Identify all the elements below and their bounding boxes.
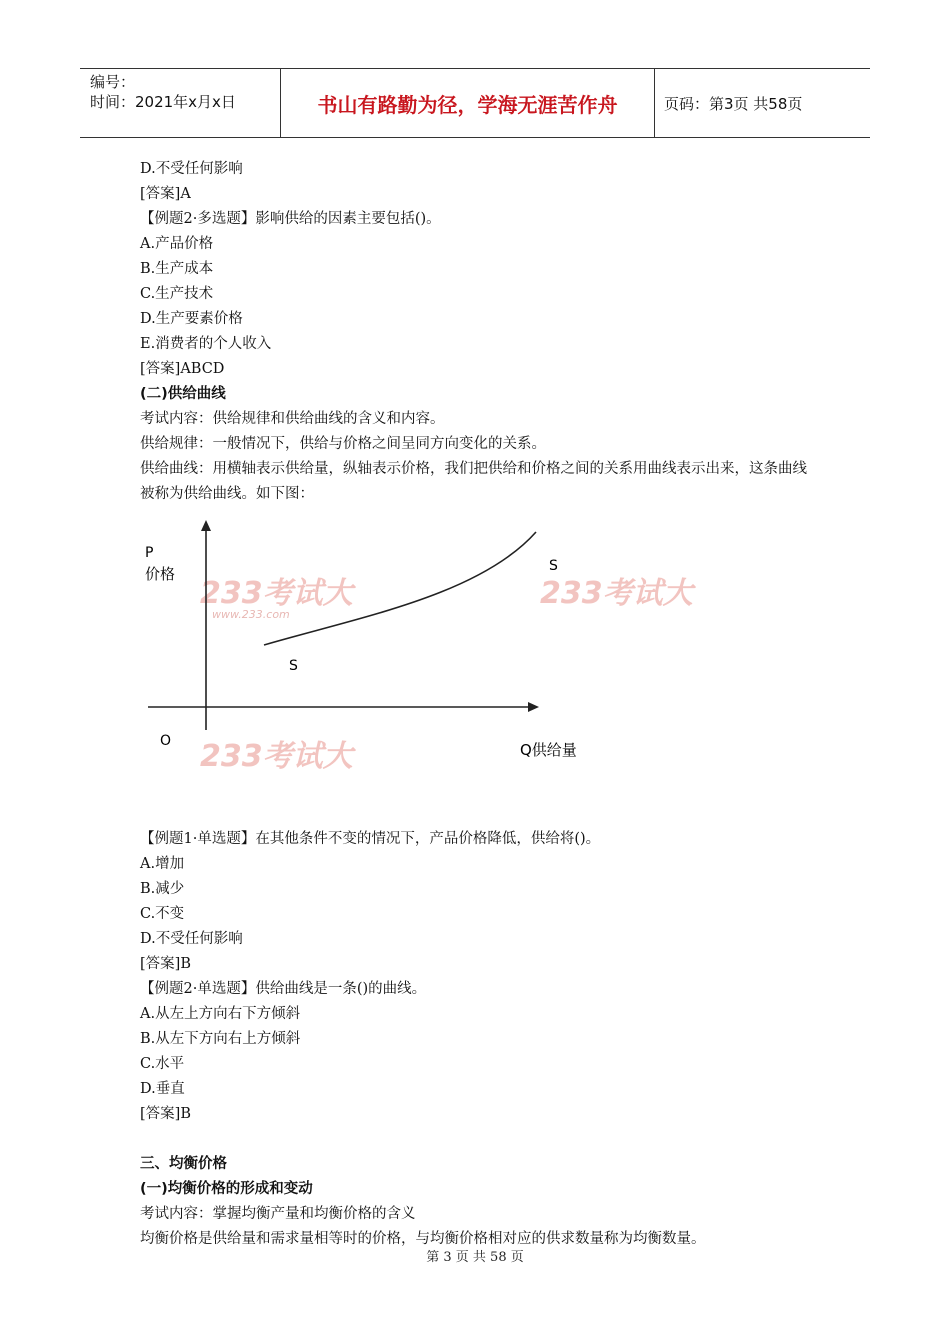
origin-label: O <box>160 733 172 749</box>
text-line: D.不受任何影响 <box>140 161 243 177</box>
text-line: 供给规律：一般情况下，供给与价格之间呈同方向变化的关系。 <box>140 436 546 452</box>
top-text-block <box>140 157 820 457</box>
text-line: [答案]B <box>140 956 191 972</box>
text-line: B.从左下方向右上方倾斜 <box>140 1031 301 1047</box>
header-motto-cell <box>280 69 655 137</box>
curve-label-start: S <box>289 658 298 674</box>
header-motto: 书山有路勤为径，学海无涯苦作舟 <box>317 93 618 117</box>
text-line: D.生产要素价格 <box>140 311 243 327</box>
text-line: A.增加 <box>140 856 185 872</box>
text-line: C.生产技术 <box>140 286 214 302</box>
page-footer: 第 3 页 共 58 页 <box>426 1250 524 1265</box>
document-body <box>140 157 820 1252</box>
section-heading: (二)供给曲线 <box>140 386 226 402</box>
watermark-text: 233考试大 <box>200 576 353 611</box>
watermark-text-lower: 233考试大 <box>200 739 353 774</box>
watermark-url: www.233.com <box>212 608 290 621</box>
text-line: A.产品价格 <box>140 236 214 252</box>
header-page-cell <box>654 69 870 137</box>
bottom-text-block <box>140 827 820 1252</box>
curve-label-end: S <box>549 558 558 574</box>
text-line: C.不变 <box>140 906 185 922</box>
page-header <box>80 68 870 138</box>
text-line: 考试内容：供给规律和供给曲线的含义和内容。 <box>140 411 445 427</box>
section-heading: 三、均衡价格 <box>140 1156 227 1172</box>
x-axis-label: Q供给量 <box>520 741 577 759</box>
y-axis-arrow <box>201 520 211 531</box>
y-axis-letter: P <box>145 545 154 561</box>
text-line: C.水平 <box>140 1056 185 1072</box>
y-axis-label: 价格 <box>145 565 176 583</box>
supply-curve-paragraph: 供给曲线：用横轴表示供给量，纵轴表示价格，我们把供给和价格之间的关系用曲线表示出来，这条曲线被称为供给曲线。如下图： <box>140 461 807 502</box>
text-line: 【例题2·多选题】影响供给的因素主要包括()。 <box>140 211 441 227</box>
text-line: B.生产成本 <box>140 261 214 277</box>
text-line: A.从左上方向右下方倾斜 <box>140 1006 301 1022</box>
number-label: 编号： <box>90 73 136 91</box>
text-line: 考试内容：掌握均衡产量和均衡价格的含义 <box>140 1206 416 1222</box>
text-line: E.消费者的个人收入 <box>140 336 272 352</box>
text-line: 【例题1·单选题】在其他条件不变的情况下，产品价格降低，供给将()。 <box>140 831 601 847</box>
text-line: B.减少 <box>140 881 185 897</box>
watermark-text-right: 233考试大 <box>540 576 693 611</box>
text-line: [答案]ABCD <box>140 361 225 377</box>
date-label: 时间：2021年x月x日 <box>90 93 236 111</box>
header-page-info: 页码：第3页 共58页 <box>664 95 803 113</box>
supply-curve-figure <box>140 517 693 774</box>
section-heading: (一)均衡价格的形成和变动 <box>140 1181 313 1197</box>
blank-line <box>140 1127 820 1152</box>
text-line: D.垂直 <box>140 1081 185 1097</box>
text-line: 均衡价格是供给量和需求量相等时的价格，与均衡价格相对应的供求数量称为均衡数量。 <box>140 1231 706 1247</box>
x-axis-arrow <box>528 702 539 712</box>
supply-curve-diagram <box>140 517 693 774</box>
text-line: 【例题2·单选题】供给曲线是一条()的曲线。 <box>140 981 427 997</box>
text-line: D.不受任何影响 <box>140 931 243 947</box>
text-line: [答案]B <box>140 1106 191 1122</box>
header-left-cell <box>80 69 280 137</box>
text-line: [答案]A <box>140 186 191 202</box>
